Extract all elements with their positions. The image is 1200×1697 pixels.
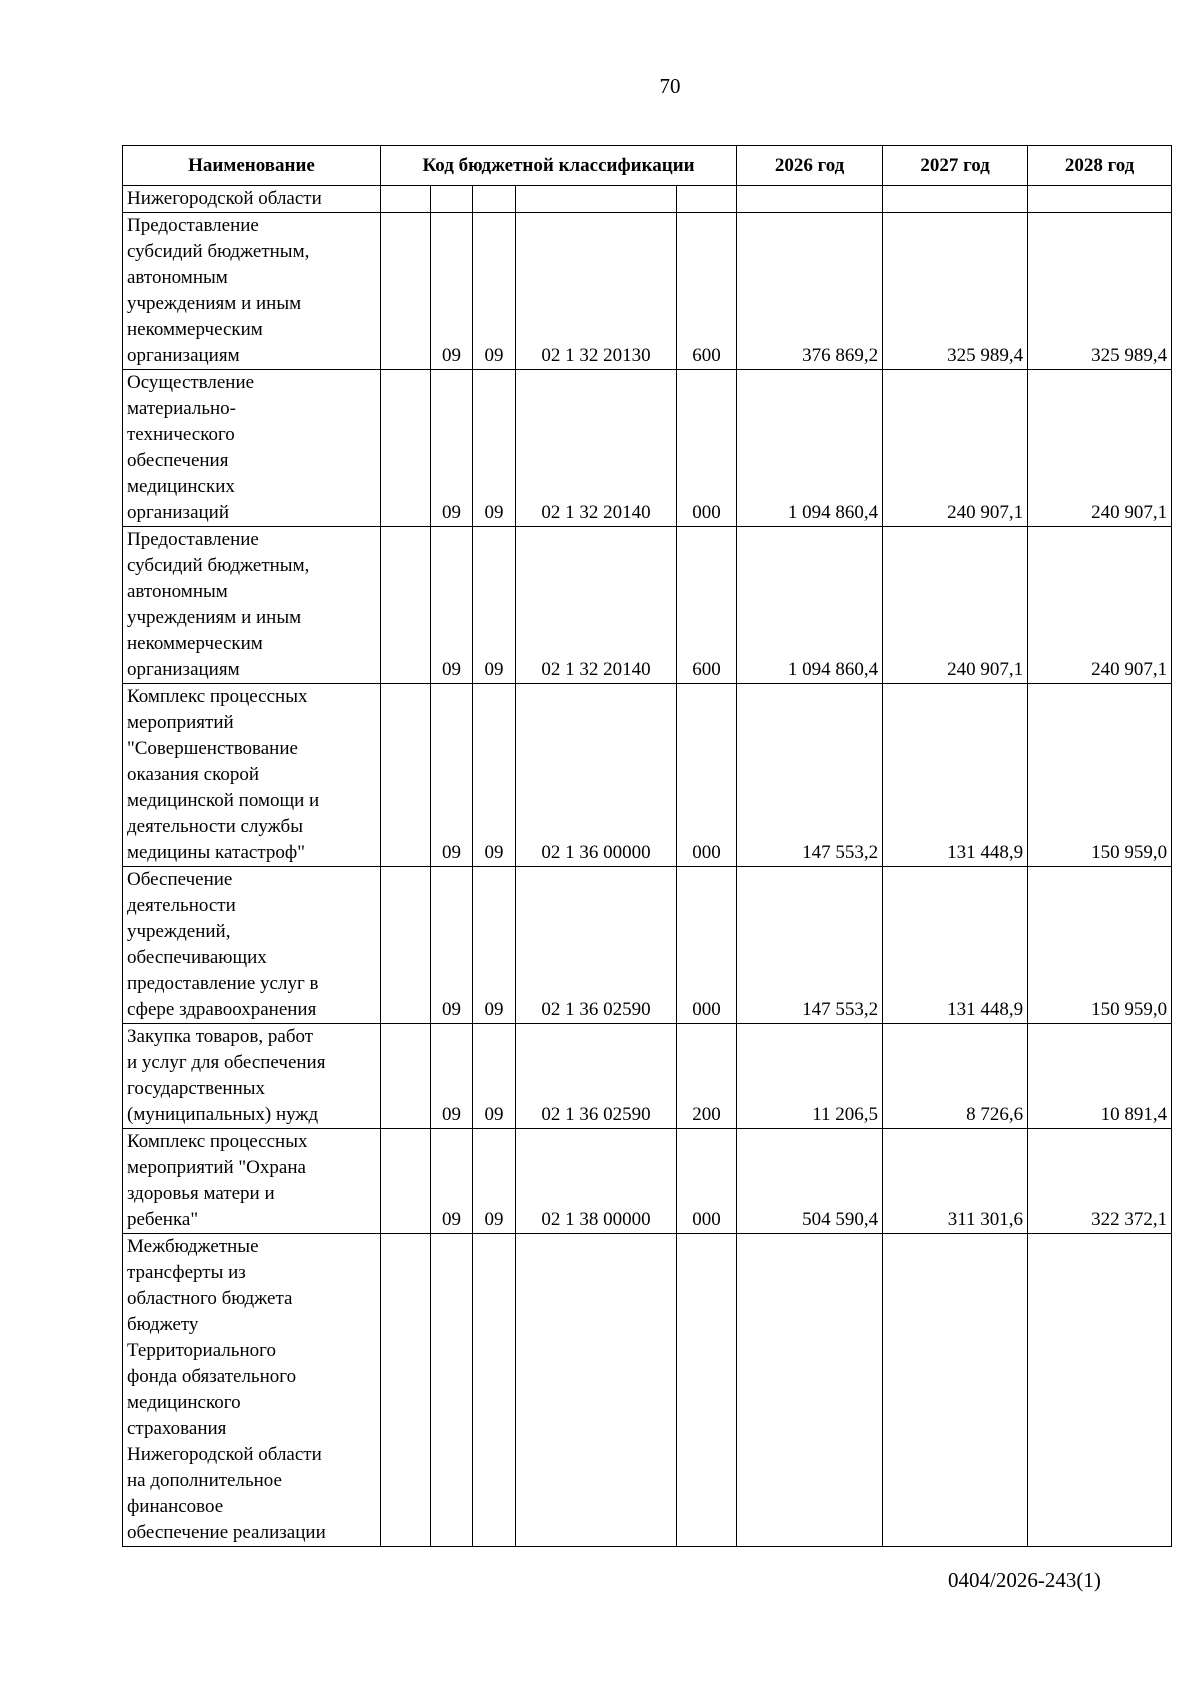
row-name: Предоставление субсидий бюджетным, автономным учреждениям и иным некоммерческим организациям xyxy=(123,213,381,370)
code-blank xyxy=(381,527,431,684)
row-name: Нижегородской области xyxy=(123,186,381,213)
code-section xyxy=(431,1234,473,1547)
code-subsection: 09 xyxy=(473,684,516,867)
code-subsection: 09 xyxy=(473,370,516,527)
code-target-article: 02 1 36 02590 xyxy=(516,867,677,1024)
code-blank xyxy=(381,1024,431,1129)
document-code: 0404/2026-243(1) xyxy=(948,1568,1101,1592)
value-2026: 147 553,2 xyxy=(737,684,883,867)
code-blank xyxy=(381,1129,431,1234)
value-2027 xyxy=(883,1234,1028,1547)
table-row xyxy=(123,1234,1172,1547)
value-2027: 240 907,1 xyxy=(883,527,1028,684)
code-section: 09 xyxy=(431,1024,473,1129)
value-2028: 240 907,1 xyxy=(1028,370,1172,527)
code-expense-type: 200 xyxy=(677,1024,737,1129)
code-blank xyxy=(381,186,431,213)
table-row xyxy=(123,186,1172,213)
table-row xyxy=(123,867,1172,1024)
row-name: Обеспечение деятельности учреждений, обеспечивающих предоставление услуг в сфере здравоохранения xyxy=(123,867,381,1024)
value-2027 xyxy=(883,186,1028,213)
row-name: Комплекс процессных мероприятий "Охрана здоровья матери и ребенка" xyxy=(123,1129,381,1234)
code-target-article: 02 1 36 00000 xyxy=(516,684,677,867)
code-target-article: 02 1 38 00000 xyxy=(516,1129,677,1234)
code-section: 09 xyxy=(431,370,473,527)
code-target-article xyxy=(516,1234,677,1547)
value-2026 xyxy=(737,1234,883,1547)
code-expense-type: 000 xyxy=(677,370,737,527)
value-2026: 504 590,4 xyxy=(737,1129,883,1234)
header-2026: 2026 год xyxy=(737,146,883,186)
value-2028: 150 959,0 xyxy=(1028,684,1172,867)
code-subsection xyxy=(473,1234,516,1547)
value-2026: 147 553,2 xyxy=(737,867,883,1024)
row-name: Комплекс процессных мероприятий "Совершенствование оказания скорой медицинской помощи и деятельности службы медицины катастроф" xyxy=(123,684,381,867)
table-row xyxy=(123,213,1172,370)
code-expense-type: 600 xyxy=(677,213,737,370)
table-row xyxy=(123,1024,1172,1129)
value-2027: 131 448,9 xyxy=(883,867,1028,1024)
code-blank xyxy=(381,1234,431,1547)
table-row xyxy=(123,527,1172,684)
header-name: Наименование xyxy=(123,146,381,186)
value-2026: 11 206,5 xyxy=(737,1024,883,1129)
header-2028: 2028 год xyxy=(1028,146,1172,186)
code-expense-type xyxy=(677,1234,737,1547)
row-name: Осуществление материально- технического обеспечения медицинских организаций xyxy=(123,370,381,527)
code-subsection: 09 xyxy=(473,867,516,1024)
value-2028: 325 989,4 xyxy=(1028,213,1172,370)
value-2026: 1 094 860,4 xyxy=(737,370,883,527)
value-2028 xyxy=(1028,1234,1172,1547)
page-number: 70 xyxy=(659,74,681,98)
code-section: 09 xyxy=(431,867,473,1024)
value-2026 xyxy=(737,186,883,213)
code-target-article: 02 1 32 20130 xyxy=(516,213,677,370)
value-2028: 10 891,4 xyxy=(1028,1024,1172,1129)
value-2026: 1 094 860,4 xyxy=(737,527,883,684)
code-section: 09 xyxy=(431,527,473,684)
code-target-article: 02 1 32 20140 xyxy=(516,370,677,527)
code-section: 09 xyxy=(431,684,473,867)
code-section xyxy=(431,186,473,213)
value-2028: 150 959,0 xyxy=(1028,867,1172,1024)
code-expense-type: 000 xyxy=(677,867,737,1024)
code-subsection: 09 xyxy=(473,213,516,370)
code-blank xyxy=(381,867,431,1024)
value-2028: 240 907,1 xyxy=(1028,527,1172,684)
code-subsection: 09 xyxy=(473,1024,516,1129)
code-blank xyxy=(381,213,431,370)
value-2027: 325 989,4 xyxy=(883,213,1028,370)
code-subsection xyxy=(473,186,516,213)
value-2027: 8 726,6 xyxy=(883,1024,1028,1129)
header-code: Код бюджетной классификации xyxy=(381,146,737,186)
value-2027: 131 448,9 xyxy=(883,684,1028,867)
code-expense-type: 000 xyxy=(677,1129,737,1234)
table-row xyxy=(123,1129,1172,1234)
header-2027: 2027 год xyxy=(883,146,1028,186)
value-2028: 322 372,1 xyxy=(1028,1129,1172,1234)
value-2027: 240 907,1 xyxy=(883,370,1028,527)
table-body xyxy=(123,186,1172,1547)
code-blank xyxy=(381,370,431,527)
budget-table xyxy=(122,145,1172,1547)
table-row xyxy=(123,684,1172,867)
code-blank xyxy=(381,684,431,867)
value-2028 xyxy=(1028,186,1172,213)
header-row xyxy=(123,146,1172,186)
code-subsection: 09 xyxy=(473,1129,516,1234)
code-expense-type xyxy=(677,186,737,213)
code-target-article: 02 1 36 02590 xyxy=(516,1024,677,1129)
code-section: 09 xyxy=(431,1129,473,1234)
code-target-article xyxy=(516,186,677,213)
value-2027: 311 301,6 xyxy=(883,1129,1028,1234)
code-expense-type: 000 xyxy=(677,684,737,867)
row-name: Предоставление субсидий бюджетным, автономным учреждениям и иным некоммерческим организациям xyxy=(123,527,381,684)
code-target-article: 02 1 32 20140 xyxy=(516,527,677,684)
code-expense-type: 600 xyxy=(677,527,737,684)
row-name: Межбюджетные трансферты из областного бюджета бюджету Территориального фонда обязательного медицинского страхования Нижегородской области на дополнительное финансовое обеспечение реализации xyxy=(123,1234,381,1547)
value-2026: 376 869,2 xyxy=(737,213,883,370)
code-subsection: 09 xyxy=(473,527,516,684)
table-row xyxy=(123,370,1172,527)
code-section: 09 xyxy=(431,213,473,370)
row-name: Закупка товаров, работ и услуг для обеспечения государственных (муниципальных) нужд xyxy=(123,1024,381,1129)
